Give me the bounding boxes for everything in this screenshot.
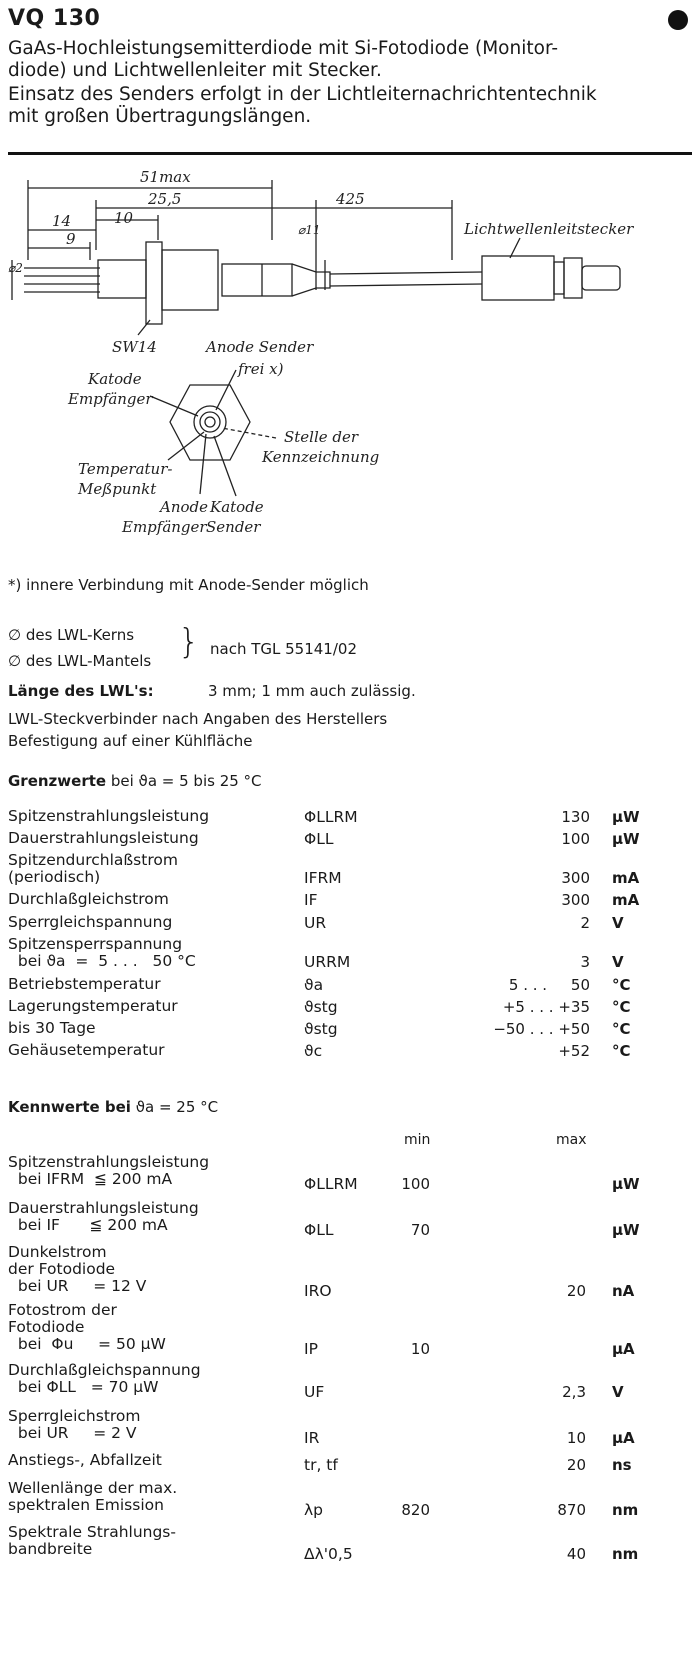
grenzwerte-row-unit: µW	[612, 830, 640, 848]
lwl-kern: ∅ des LWL-Kerns	[8, 626, 135, 644]
intro-line-4: mit großen Übertragungslängen.	[8, 106, 312, 127]
sw14-label: SW14	[112, 338, 157, 356]
grenzwerte-row-value: 3	[580, 953, 590, 971]
grenzwerte-row-unit: V	[612, 914, 624, 932]
kennwerte-row-max: 40	[566, 1545, 586, 1563]
temperatur-label-2: Meßpunkt	[78, 480, 157, 498]
grenzwerte-row-unit: mA	[612, 869, 640, 887]
grenzwerte-row-value: 300	[561, 869, 590, 887]
grenzwerte-row-name: Spitzendurchlaßstrom (periodisch)	[8, 851, 178, 886]
connector-label: Lichtwellenleitstecker	[464, 220, 634, 238]
kennwerte-row-symbol: ΦLL	[304, 1221, 334, 1239]
lwl-tgl: nach TGL 55141/02	[210, 640, 357, 658]
kennwerte-row-unit: µA	[612, 1429, 635, 1447]
col-min-header: min	[404, 1132, 431, 1148]
kennwerte-row-unit: ns	[612, 1456, 632, 1474]
dim-10: 10	[114, 209, 134, 227]
grenzwerte-row-name: Spitzenstrahlungsleistung	[8, 807, 210, 825]
intro-line-1: GaAs-Hochleistungsemitterdiode mit Si-Fotodiode (Monitor-	[8, 38, 559, 59]
kennwerte-row-name: Anstiegs-, Abfallzeit	[8, 1451, 162, 1469]
kennwerte-heading	[8, 1098, 218, 1116]
kennwerte-row-symbol: IRO	[304, 1282, 332, 1300]
technical-drawing	[0, 160, 700, 555]
grenzwerte-row-symbol: IFRM	[304, 869, 342, 887]
kennwerte-row-min: 10	[410, 1340, 430, 1358]
kennwerte-row-unit: µW	[612, 1221, 640, 1239]
grenzwerte-row-unit: °C	[612, 1042, 631, 1060]
kennwerte-row-symbol: tr, tf	[304, 1456, 338, 1474]
marker-dot	[668, 10, 688, 30]
grenzwerte-row-value: +52	[558, 1042, 590, 1060]
grenzwerte-row-value: 100	[561, 830, 590, 848]
grenzwerte-row-symbol: UR	[304, 914, 327, 932]
katode-sender-label-2: Sender	[206, 518, 261, 536]
grenzwerte-row-name: Durchlaßgleichstrom	[8, 890, 169, 908]
kennwerte-row-unit: nA	[612, 1282, 635, 1300]
grenzwerte-row-name: Lagerungstemperatur	[8, 997, 178, 1015]
kennwerte-row-max: 20	[566, 1282, 586, 1300]
grenzwerte-row-symbol: IF	[304, 891, 318, 909]
grenzwerte-row-name: bis 30 Tage	[8, 1019, 96, 1037]
grenzwerte-row-unit: V	[612, 953, 624, 971]
grenzwerte-row-value: 300	[561, 891, 590, 909]
intro-line-2: diode) und Lichtwellenleiter mit Stecker.	[8, 60, 382, 81]
grenzwerte-row-symbol: ΦLLRM	[304, 808, 358, 826]
grenzwerte-row-name: Betriebstemperatur	[8, 975, 161, 993]
dim-d11: ⌀11	[298, 223, 321, 237]
grenzwerte-row-value: 130	[561, 808, 590, 826]
befestigung: Befestigung auf einer Kühlfläche	[8, 732, 253, 750]
grenzwerte-row-unit: °C	[612, 998, 631, 1016]
lwl-mantel: ∅ des LWL-Mantels	[8, 652, 152, 670]
grenzwerte-heading-rest: bei ϑa = 5 bis 25 °C	[106, 772, 262, 790]
grenzwerte-heading	[8, 772, 262, 790]
kennwerte-row-name: Sperrgleichstrom bei UR = 2 V	[8, 1407, 141, 1442]
kennwerte-row-min: 70	[410, 1221, 430, 1239]
kennwerte-row-unit: nm	[612, 1545, 639, 1563]
grenzwerte-row-name: Dauerstrahlungsleistung	[8, 829, 199, 847]
kennwerte-row-max: 870	[557, 1501, 586, 1519]
grenzwerte-row-symbol: ϑstg	[304, 1020, 338, 1038]
kennwerte-row-name: Dauerstrahlungsleistung bei IF ≦ 200 mA	[8, 1199, 199, 1234]
kennwerte-row-max: 10	[566, 1429, 586, 1447]
grenzwerte-row-unit: °C	[612, 1020, 631, 1038]
anode-sender-label-1: Anode Sender	[206, 338, 314, 356]
grenzwerte-row-name: Spitzensperrspannung bei ϑa = 5 . . . 50 °C	[8, 935, 196, 970]
kennwerte-heading-rest: ϑa = 25 °C	[130, 1098, 219, 1116]
grenzwerte-row-name: Gehäusetemperatur	[8, 1041, 165, 1059]
grenzwerte-row-name: Sperrgleichspannung	[8, 913, 173, 931]
kennwerte-row-name: Fotostrom der Fotodiode bei Φu = 50 µW	[8, 1301, 166, 1353]
grenzwerte-row-symbol: URRM	[304, 953, 351, 971]
lwl-laenge-value: 3 mm; 1 mm auch zulässig.	[208, 682, 416, 700]
footnote: *) innere Verbindung mit Anode-Sender möglich	[8, 576, 369, 594]
dim-25-5: 25,5	[148, 190, 182, 208]
kennwerte-row-name: Durchlaßgleichspannung bei ΦLL = 70 µW	[8, 1361, 201, 1396]
kennwerte-row-max: 20	[566, 1456, 586, 1474]
kennwerte-row-name: Spitzenstrahlungsleistung bei IFRM ≦ 200 mA	[8, 1153, 210, 1188]
temperatur-label-1: Temperatur-	[78, 460, 173, 478]
kennwerte-row-symbol: λp	[304, 1501, 324, 1519]
kennwerte-row-name: Wellenlänge der max. spektralen Emission	[8, 1479, 178, 1514]
lwl-stecker: LWL-Steckverbinder nach Angaben des Herstellers	[8, 710, 388, 728]
grenzwerte-row-value: −50 . . . +50	[493, 1020, 590, 1038]
grenzwerte-row-unit: °C	[612, 976, 631, 994]
kennwerte-heading-bold: Kennwerte bei	[8, 1098, 131, 1116]
kennwerte-row-symbol: ΦLLRM	[304, 1175, 358, 1193]
katode-sender-label-1: Katode	[210, 498, 264, 516]
kennwerte-row-unit: nm	[612, 1501, 639, 1519]
grenzwerte-row-unit: mA	[612, 891, 640, 909]
lwl-laenge-label: Länge des LWL's:	[8, 682, 154, 700]
kennwerte-row-unit: µW	[612, 1175, 640, 1193]
kennzeichnung-label-1: Stelle der	[284, 428, 359, 446]
intro-line-3: Einsatz des Senders erfolgt in der Lichtleiternachrichtentechnik	[8, 84, 597, 105]
anode-sender-label-2: frei x)	[238, 360, 284, 378]
grenzwerte-row-symbol: ϑstg	[304, 998, 338, 1016]
kennwerte-row-symbol: IR	[304, 1429, 320, 1447]
kennwerte-row-symbol: IP	[304, 1340, 318, 1358]
grenzwerte-row-value: 5 . . . 50	[508, 976, 590, 994]
header-rule	[8, 152, 692, 155]
anode-empfaenger-label-1: Anode	[160, 498, 209, 516]
kennwerte-row-unit: V	[612, 1383, 624, 1401]
kennwerte-row-symbol: Δλ'0,5	[304, 1545, 353, 1563]
grenzwerte-heading-bold: Grenzwerte	[8, 772, 107, 790]
grenzwerte-row-unit: µW	[612, 808, 640, 826]
katode-empfaenger-label-2: Empfänger	[68, 390, 153, 408]
dim-14: 14	[52, 212, 72, 230]
grenzwerte-row-symbol: ϑa	[304, 976, 324, 994]
grenzwerte-row-value: 2	[580, 914, 590, 932]
col-max-header: max	[556, 1132, 587, 1148]
dim-9: 9	[66, 230, 76, 248]
grenzwerte-row-symbol: ϑc	[304, 1042, 323, 1060]
kennwerte-row-min: 100	[401, 1175, 430, 1193]
kennwerte-row-min: 820	[401, 1501, 430, 1519]
anode-empfaenger-label-2: Empfänger	[122, 518, 207, 536]
kennwerte-row-unit: µA	[612, 1340, 635, 1358]
document-title: VQ 130	[8, 6, 101, 31]
dim-d2: ⌀2	[8, 261, 23, 275]
kennwerte-row-max: 2,3	[562, 1383, 586, 1401]
kennwerte-row-symbol: UF	[304, 1383, 325, 1401]
katode-empfaenger-label-1: Katode	[88, 370, 142, 388]
grenzwerte-row-symbol: ΦLL	[304, 830, 334, 848]
kennzeichnung-label-2: Kennzeichnung	[262, 448, 380, 466]
brace: }	[178, 622, 200, 662]
grenzwerte-row-value: +5 . . . +35	[502, 998, 590, 1016]
dim-425: 425	[336, 190, 365, 208]
kennwerte-row-name: Spektrale Strahlungs- bandbreite	[8, 1523, 176, 1558]
dim-51max: 51max	[140, 168, 191, 186]
kennwerte-row-name: Dunkelstrom der Fotodiode bei UR = 12 V	[8, 1243, 147, 1295]
